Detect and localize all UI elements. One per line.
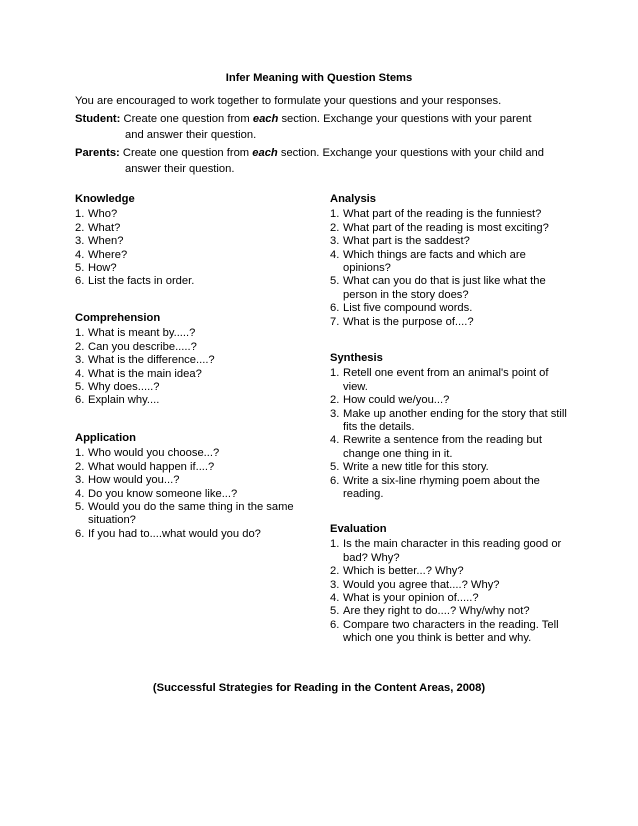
intro-text: You are encouraged to work together to formulate your questions and your responses.: [75, 95, 502, 107]
application-heading: Application: [75, 432, 136, 444]
list-item: 4. What is the main idea?: [75, 367, 202, 380]
list-item: 6. List the facts in order.: [75, 275, 195, 288]
page-title: Infer Meaning with Question Stems: [225, 72, 413, 84]
student-emphasis: each: [252, 113, 279, 125]
list-item: 6. Explain why....: [75, 394, 160, 407]
list-item: 5. Would you do the same thing in the same situation?: [75, 501, 294, 527]
citation-footer: (Successful Strategies for Reading in the Content Areas, 2008): [152, 682, 486, 694]
list-item: 6. If you had to....what would you do?: [75, 527, 261, 540]
list-item: 4. Do you know someone like...?: [75, 487, 238, 500]
list-item: 7. What is the purpose of....?: [330, 315, 474, 328]
list-item: 1. Who would you choose...?: [75, 447, 220, 460]
list-item: 5. Why does.....?: [75, 381, 160, 394]
evaluation-heading: Evaluation: [330, 523, 387, 535]
knowledge-section: [75, 193, 335, 289]
list-item: 5. What can you do that is just like what the person in the story does?: [330, 275, 546, 301]
synthesis-list: [330, 367, 570, 501]
student-instruction: [75, 111, 531, 128]
list-item: 4. Where?: [75, 248, 128, 261]
list-item: 4. Which things are facts and which are opinions?: [330, 248, 526, 275]
list-item: 2. Can you describe.....?: [75, 340, 197, 353]
student-label: Student:: [75, 113, 121, 125]
list-item: 2. Which is better...? Why?: [330, 565, 464, 578]
list-item: 1. Retell one event from an animal's point of view.: [330, 367, 549, 393]
parents-emphasis: each: [252, 147, 278, 159]
list-item: 5. Write a new title for this story.: [330, 461, 489, 474]
parents-text-pre: Create one question from: [119, 147, 253, 159]
student-text-pre: Create one question from: [120, 113, 253, 125]
evaluation-list: [330, 538, 570, 645]
list-item: 4. What is your opinion of.....?: [330, 592, 479, 605]
list-item: 5. Are they right to do....? Why/why not?: [330, 605, 530, 618]
analysis-list: [330, 208, 570, 329]
application-list: [75, 447, 315, 541]
application-section: [75, 432, 315, 541]
analysis-section: [330, 193, 570, 329]
comprehension-section: [75, 312, 335, 408]
synthesis-section: [330, 352, 570, 501]
comprehension-heading: Comprehension: [75, 312, 161, 324]
list-item: 5. How?: [75, 262, 117, 275]
parents-text-post: section. Exchange your questions with your child and: [277, 147, 544, 159]
comprehension-list: [75, 327, 335, 407]
list-item: 3. Would you agree that....? Why?: [330, 578, 500, 591]
list-item: 6. List five compound words.: [330, 302, 473, 315]
list-item: 2. What?: [75, 221, 121, 234]
parents-instruction: [75, 145, 544, 162]
list-item: 3. What is the difference....?: [75, 354, 215, 367]
list-item: 6. Compare two characters in the reading. Tell which one you think is better and why.: [330, 618, 559, 645]
list-item: 1. What is meant by.....?: [75, 327, 196, 340]
list-item: 1. What part of the reading is the funniest?: [330, 208, 542, 221]
list-item: 1. Is the main character in this reading good or bad? Why?: [330, 538, 562, 564]
list-item: 2. What part of the reading is most exciting?: [330, 221, 549, 234]
list-item: 2. How could we/you...?: [330, 394, 450, 407]
list-item: 6. Write a six-line rhyming poem about the reading.: [330, 474, 540, 501]
list-item: 1. Who?: [75, 208, 118, 221]
parents-instruction-cont: answer their question.: [125, 163, 235, 175]
evaluation-section: [330, 523, 570, 646]
list-item: 4. Rewrite a sentence from the reading but change one thing in it.: [330, 434, 542, 460]
analysis-heading: Analysis: [330, 193, 377, 205]
student-text-post: section. Exchange your questions with your parent: [278, 113, 532, 125]
list-item: 3. When?: [75, 235, 124, 248]
synthesis-heading: Synthesis: [330, 352, 383, 364]
knowledge-list: [75, 208, 335, 288]
list-item: 2. What would happen if....?: [75, 460, 215, 473]
list-item: 3. How would you...?: [75, 474, 180, 487]
list-item: 3. What part is the saddest?: [330, 235, 470, 248]
parents-label: Parents:: [75, 147, 120, 159]
student-instruction-cont: and answer their question.: [125, 129, 257, 141]
list-item: 3. Make up another ending for the story that still fits the details.: [330, 407, 567, 434]
knowledge-heading: Knowledge: [75, 193, 135, 205]
